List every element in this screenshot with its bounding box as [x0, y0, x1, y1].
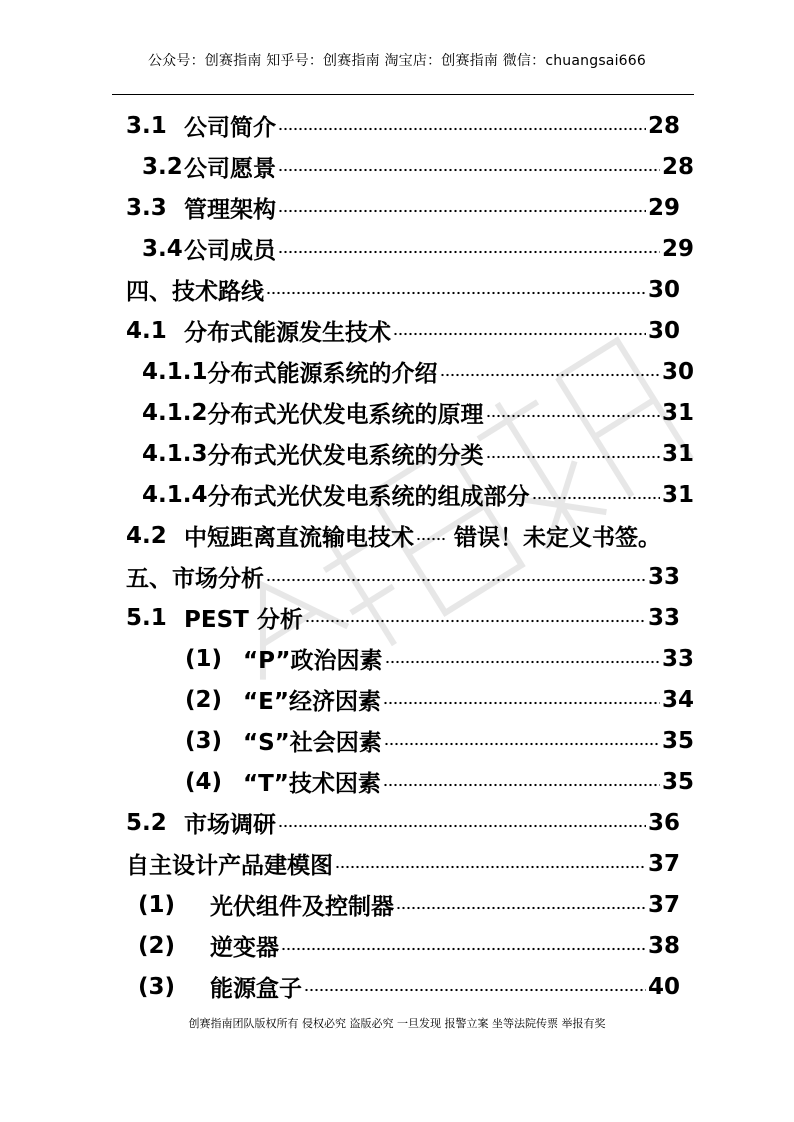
toc-title: PEST 分析 — [184, 607, 303, 633]
toc-number: 3.3 — [126, 194, 167, 221]
toc-page: 38 — [647, 932, 680, 959]
toc-page: 30 — [661, 358, 694, 385]
toc-page: 40 — [647, 973, 680, 1000]
toc-leader — [396, 906, 646, 910]
toc-title: 分布式光伏发电系统的组成部分 — [207, 484, 530, 510]
toc-number: (2) — [185, 686, 223, 713]
toc-number: 4.2 — [126, 522, 167, 549]
toc-entry[interactable] — [185, 761, 694, 802]
toc-leader — [393, 332, 646, 336]
toc-leader — [305, 619, 646, 623]
toc-title: 分布式能源系统的介绍 — [207, 361, 438, 387]
toc-title: 四、技术路线 — [126, 279, 264, 305]
toc-entry[interactable] — [126, 843, 680, 884]
toc-entry[interactable] — [185, 679, 694, 720]
toc-title: 分布式能源发生技术 — [184, 320, 391, 346]
toc-number: (1) — [185, 645, 223, 672]
toc-entry[interactable] — [126, 556, 680, 597]
toc-page: 30 — [647, 276, 680, 303]
toc-entry[interactable] — [185, 720, 694, 761]
toc-entry[interactable] — [126, 310, 680, 351]
toc-number: 3.2 — [142, 153, 183, 180]
toc-title: 自主设计产品建模图 — [126, 853, 333, 879]
toc-number: (1) — [138, 891, 176, 918]
toc-page: 28 — [647, 112, 680, 139]
toc-title: 分布式光伏发电系统的原理 — [207, 402, 484, 428]
toc-page: 37 — [647, 850, 680, 877]
toc-number: 5.1 — [126, 604, 167, 631]
toc-page: 33 — [647, 563, 680, 590]
toc-page: 28 — [661, 153, 694, 180]
toc-title: 公司成员 — [184, 238, 276, 264]
toc-entry[interactable] — [142, 228, 694, 269]
toc-entry[interactable] — [126, 802, 680, 843]
toc-page: 29 — [661, 235, 694, 262]
toc-entry[interactable] — [126, 269, 680, 310]
toc-page: 30 — [647, 317, 680, 344]
toc-page: 33 — [661, 645, 694, 672]
toc-title: 市场调研 — [184, 812, 276, 838]
toc-title: 中短距离直流输电技术 — [184, 525, 414, 551]
toc-number: (3) — [138, 973, 176, 1000]
page-footer: 创赛指南团队版权所有 侵权必究 盗版必究 一旦发现 报警立案 坐等法院传票 举报有奖 — [188, 1017, 606, 1030]
toc-title: 公司愿景 — [184, 156, 276, 182]
toc-leader — [385, 660, 660, 664]
toc-entry[interactable] — [138, 884, 680, 925]
toc-leader — [383, 783, 660, 787]
toc-entry[interactable] — [138, 966, 680, 1007]
toc-leader — [383, 701, 660, 705]
toc-leader — [278, 209, 646, 213]
toc-entry[interactable] — [185, 638, 694, 679]
toc-page: 错误！未定义书签。 — [454, 525, 661, 551]
toc-title: “P”政治因素 — [243, 648, 383, 674]
toc-leader — [440, 373, 660, 377]
toc-title: 逆变器 — [210, 935, 279, 961]
toc-entry[interactable] — [138, 925, 680, 966]
toc-page: 31 — [661, 481, 694, 508]
toc-page: 29 — [647, 194, 680, 221]
toc-title: 分布式光伏发电系统的分类 — [207, 443, 484, 469]
toc-number: 4.1.4 — [142, 481, 208, 508]
toc-page: 36 — [647, 809, 680, 836]
toc-leader — [304, 988, 646, 992]
toc-leader — [278, 250, 660, 254]
toc-number: 4.1.1 — [142, 358, 208, 385]
toc-leader — [266, 291, 646, 295]
toc-leader — [416, 537, 446, 541]
toc-entry[interactable] — [126, 187, 680, 228]
toc-number: (4) — [185, 768, 223, 795]
toc-entry[interactable] — [142, 474, 694, 515]
toc-number: 3.1 — [126, 112, 167, 139]
toc-entry[interactable] — [126, 597, 680, 638]
toc-entry[interactable] — [126, 515, 676, 556]
toc-page: 37 — [647, 891, 680, 918]
toc-leader — [281, 947, 646, 951]
toc-entry[interactable] — [142, 351, 694, 392]
toc-number: 4.1.3 — [142, 440, 208, 467]
toc-title: 光伏组件及控制器 — [210, 894, 394, 920]
toc-number: 4.1.2 — [142, 399, 208, 426]
toc-leader — [266, 578, 646, 582]
toc-number: 3.4 — [142, 235, 183, 262]
toc-leader — [486, 455, 660, 459]
toc-title: “E”经济因素 — [243, 689, 381, 715]
toc-entry[interactable] — [142, 392, 694, 433]
toc-title: “T”技术因素 — [243, 771, 381, 797]
toc-leader — [384, 742, 660, 746]
toc-title: 管理架构 — [184, 197, 276, 223]
toc-title: “S”社会因素 — [243, 730, 382, 756]
toc-number: 4.1 — [126, 317, 167, 344]
toc-title: 公司简介 — [184, 115, 276, 141]
toc-leader — [278, 168, 660, 172]
toc-entry[interactable] — [126, 105, 680, 146]
toc-leader — [335, 865, 646, 869]
toc-leader — [278, 824, 646, 828]
toc-page: 34 — [661, 686, 694, 713]
toc-title: 能源盒子 — [210, 976, 302, 1002]
toc-page: 31 — [661, 399, 694, 426]
toc-number: (2) — [138, 932, 176, 959]
toc-leader — [278, 127, 646, 131]
toc-leader — [532, 496, 660, 500]
toc-leader — [486, 414, 660, 418]
toc-page: 35 — [661, 768, 694, 795]
toc-title: 五、市场分析 — [126, 566, 264, 592]
toc-page: 35 — [661, 727, 694, 754]
toc-number: 5.2 — [126, 809, 167, 836]
toc-entry[interactable] — [142, 146, 694, 187]
toc-page: 33 — [647, 604, 680, 631]
toc-page: 31 — [661, 440, 694, 467]
header-rule — [112, 94, 694, 95]
page-header: 公众号：创赛指南 知乎号：创赛指南 淘宝店：创赛指南 微信：chuangsai666 — [147, 53, 646, 69]
toc-number: (3) — [185, 727, 223, 754]
toc-entry[interactable] — [142, 433, 694, 474]
